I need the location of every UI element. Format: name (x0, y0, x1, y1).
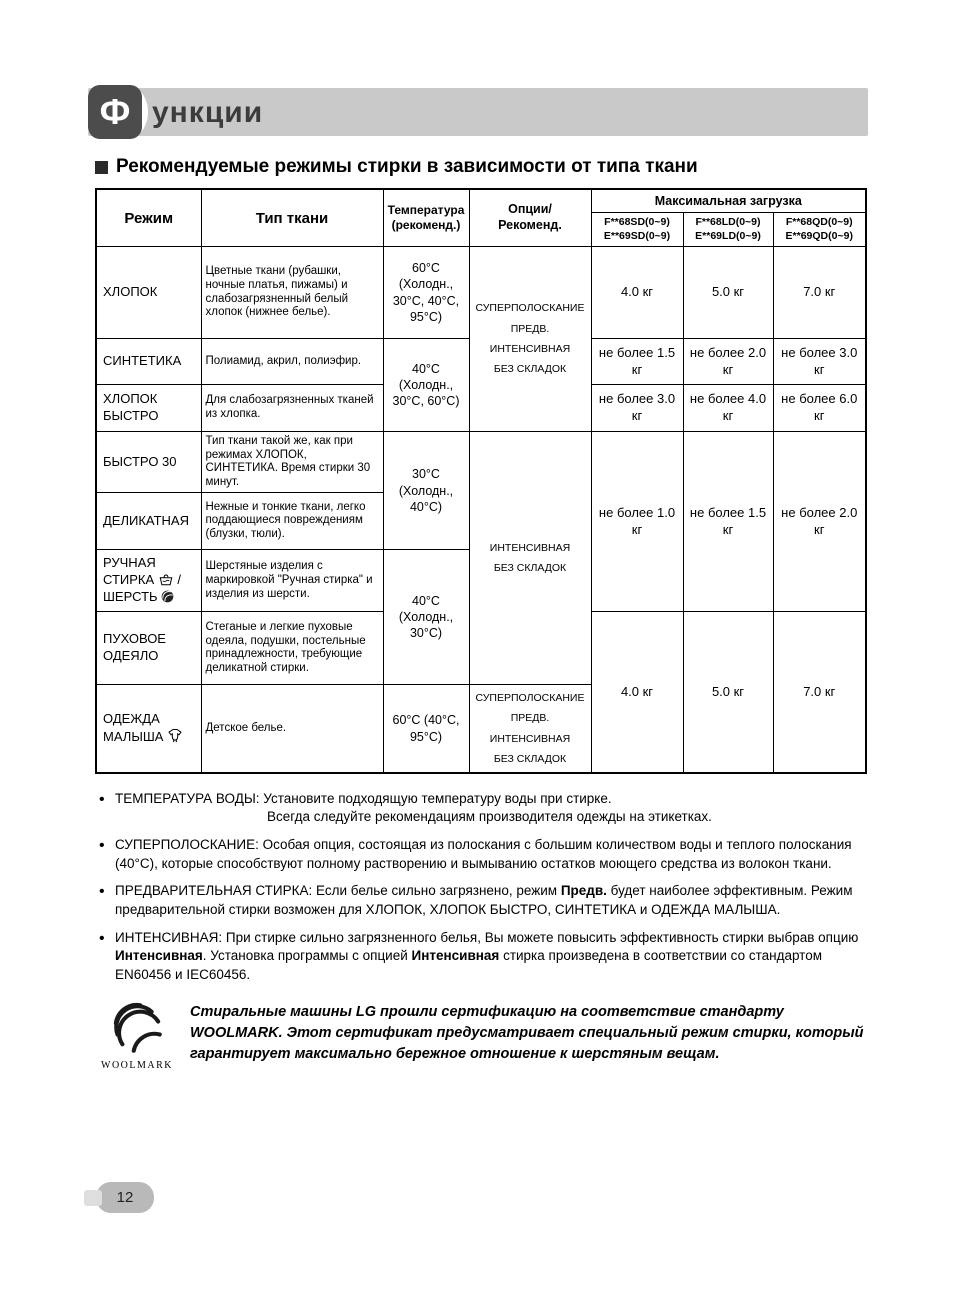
cell-fabric-cotton-quick: Для слабозагрязненных тканей из хлопка. (201, 385, 383, 432)
cell-mode-cotton: ХЛОПОК (96, 247, 201, 339)
option-intensive: ИНТЕНСИВНАЯ (489, 541, 571, 554)
model-ld-line1: F**68LD(0~9) (695, 216, 761, 229)
mode-label-baby: ОДЕЖДА МАЛЫША (103, 711, 164, 744)
mode-label-wool: ШЕРСТЬ (103, 589, 158, 605)
cell-mode-duvet: ПУХОВОЕ ОДЕЯЛО (96, 612, 201, 685)
col-header-options-line1: Опции/ (508, 202, 552, 217)
col-header-temp (383, 189, 469, 247)
cell-load-mid-qd: не более 2.0 кг (773, 432, 866, 612)
cell-fabric-cotton: Цветные ткани (рубашки, ночные платья, пижамы) и слабозагрязненный белый хлопок (нижнее белье). (201, 247, 383, 339)
note-intensive-part1: ИНТЕНСИВНАЯ: При стирке сильно загрязненного белья, Вы можете повысить эффективность стирки выбрав опцию (115, 929, 859, 945)
page-title: ункции (152, 96, 264, 129)
section-title-text: Рекомендуемые режимы стирки в зависимости от типа ткани (116, 156, 698, 177)
note-prewash-part2: будет наиболее эффективным. Режим предварительной стирки возможен для ХЛОПОК, ХЛОПОК БЫСТРО, СИНТЕТИКА и ОДЕЖДА МАЛЫША. (115, 883, 853, 917)
cell-temp-cotton: 60°C (Холодн., 30°C, 40°C, 95°C) (383, 247, 469, 339)
woolmark-text: Стиральные машины LG прошли сертификацию на соответствие стандарту WOOLMARK. Этот сертификат предусматривает специальный режим стирки, который гарантирует максимально бережное отношение к шерстяным вещам. (190, 1004, 864, 1063)
cell-load-bottom-sd: 4.0 кг (591, 612, 683, 773)
model-qd-line1: F**68QD(0~9) (785, 216, 853, 229)
option-no-creases: БЕЗ СКЛАДОК (493, 752, 567, 765)
cell-load-mid-ld: не более 1.5 кг (683, 432, 773, 612)
function-badge-letter: Ф (99, 91, 131, 132)
section-title (95, 156, 955, 178)
notes-section (97, 790, 865, 985)
page-number-text: 12 (116, 1189, 134, 1206)
woolmark-caption: WOOLMARK (101, 1060, 173, 1072)
function-badge (88, 85, 142, 139)
note-intensive-bold2: Интенсивная (411, 948, 500, 964)
cell-mode-baby (96, 685, 201, 773)
model-sd-line2: E**69SD(0~9) (603, 229, 671, 242)
cell-mode-delicate: ДЕЛИКАТНАЯ (96, 493, 201, 550)
model-ld-line2: E**69LD(0~9) (695, 229, 761, 242)
cell-temp-baby: 60°C (40°C, 95°C) (383, 685, 469, 773)
cell-temp-handwash-duvet: 40°C (Холодн., 30°C) (383, 550, 469, 685)
note-prewash-bold: Предв. (560, 883, 607, 899)
cell-fabric-synthetic: Полиамид, акрил, полиэфир. (201, 339, 383, 385)
option-no-creases: БЕЗ СКЛАДОК (493, 363, 567, 376)
section-marker-icon (95, 161, 108, 174)
cell-mode-cotton-quick: ХЛОПОК БЫСТРО (96, 385, 201, 432)
cell-temp-quick30-delicate: 30°C (Холодн., 40°C) (383, 432, 469, 550)
cell-options-mid (469, 432, 591, 685)
cell-fabric-duvet: Стеганые и легкие пуховые одеяла, подушки, постельные принадлежности, требующие деликатной стирки. (201, 612, 383, 685)
col-header-max-load: Максимальная загрузка (591, 189, 866, 213)
note-intensive-bold1: Интенсивная (115, 948, 203, 964)
option-super-rinse: СУПЕРПОЛОСКАНИЕ (475, 302, 585, 315)
option-no-creases: БЕЗ СКЛАДОК (493, 562, 567, 575)
table-row-cotton (96, 247, 866, 339)
wash-modes-table (95, 188, 867, 774)
page-number-badge (96, 1182, 154, 1213)
cell-load-cotton-quick-qd: не более 6.0 кг (773, 385, 866, 432)
option-super-rinse: СУПЕРПОЛОСКАНИЕ (475, 691, 585, 704)
note-intensive (97, 929, 865, 985)
cell-mode-synthetic: СИНТЕТИКА (96, 339, 201, 385)
cell-load-synthetic-sd: не более 1.5 кг (591, 339, 683, 385)
cell-options-baby (469, 685, 591, 773)
cell-fabric-quick30: Тип ткани такой же, как при режимах ХЛОПОК, СИНТЕТИКА. Время стирки 30 минут. (201, 432, 383, 493)
col-header-model-qd (773, 213, 866, 247)
cell-temp-synthetic-cottonquick: 40°C (Холодн., 30°C, 60°C) (383, 339, 469, 432)
cell-load-synthetic-qd: не более 3.0 кг (773, 339, 866, 385)
cell-load-bottom-ld: 5.0 кг (683, 612, 773, 773)
cell-fabric-baby: Детское белье. (201, 685, 383, 773)
option-intensive: ИНТЕНСИВНАЯ (489, 732, 571, 745)
note-prewash (97, 882, 865, 919)
cell-load-mid-sd: не более 1.0 кг (591, 432, 683, 612)
model-qd-line2: E**69QD(0~9) (785, 229, 853, 242)
model-sd-line1: F**68SD(0~9) (604, 216, 670, 229)
option-prewash: ПРЕДВ. (510, 712, 550, 725)
col-header-fabric: Тип ткани (201, 189, 383, 247)
cell-load-bottom-qd: 7.0 кг (773, 612, 866, 773)
note-water-temperature-line2: Всегда следуйте рекомендациям производителя одежды на этикетках. (267, 809, 712, 825)
cell-load-cotton-quick-ld: не более 4.0 кг (683, 385, 773, 432)
note-intensive-part2: . Установка программы с опцией (202, 948, 412, 964)
note-intensive-part3: стирка произведена в соответствии со стандартом EN60456 и IEC60456. (115, 948, 822, 982)
cell-fabric-handwash-wool: Шерстяные изделия с маркировкой "Ручная стирка" и изделия из шерсти. (201, 550, 383, 612)
col-header-temp-line1: Температура (387, 203, 465, 217)
cell-fabric-delicate: Нежные и тонкие ткани, легко поддающиеся повреждениям (блузки, тюли). (201, 493, 383, 550)
col-header-mode: Режим (96, 189, 201, 247)
wool-icon (161, 590, 174, 603)
woolmark-logo (100, 1002, 174, 1071)
cell-load-synthetic-ld: не более 2.0 кг (683, 339, 773, 385)
cell-load-cotton-sd: 4.0 кг (591, 247, 683, 339)
col-header-model-sd (591, 213, 683, 247)
baby-clothes-icon (167, 728, 183, 743)
note-water-temperature-line1: • ТЕМПЕРАТУРА ВОДЫ: Установите подходящую температуру воды при стирке. (115, 790, 612, 806)
note-prewash-part1: ПРЕДВАРИТЕЛЬНАЯ СТИРКА: Если белье сильно загрязнено, режим (115, 883, 561, 899)
handwash-icon (158, 572, 174, 586)
cell-options-top (469, 247, 591, 432)
note-super-rinse-text: СУПЕРПОЛОСКАНИЕ: Особая опция, состоящая из полоскания с большим количеством воды и теплого полоскания (40°C), которые способствуют полному растворению и вымыванию остатков моющего средства из волокон ткани. (115, 837, 852, 871)
cell-load-cotton-qd: 7.0 кг (773, 247, 866, 339)
mode-label-handwash: РУЧНАЯ СТИРКА (103, 555, 156, 588)
mode-label-separator: / (177, 572, 182, 588)
cell-mode-quick30: БЫСТРО 30 (96, 432, 201, 493)
col-header-model-ld (683, 213, 773, 247)
option-prewash: ПРЕДВ. (510, 322, 550, 335)
cell-load-cotton-quick-sd: не более 3.0 кг (591, 385, 683, 432)
note-water-temperature (97, 790, 865, 827)
table-row-quick30 (96, 432, 866, 493)
cell-mode-handwash-wool (96, 550, 201, 612)
col-header-options-line2: Рекоменд. (498, 218, 562, 232)
table-header-row-1 (96, 189, 866, 213)
option-intensive: ИНТЕНСИВНАЯ (489, 343, 571, 355)
woolmark-section (100, 1002, 865, 1071)
note-super-rinse (97, 836, 865, 873)
cell-load-cotton-ld: 5.0 кг (683, 247, 773, 339)
page-header (88, 88, 868, 136)
col-header-options (469, 189, 591, 247)
woolmark-swirl-icon (111, 1002, 163, 1054)
col-header-temp-line2: (рекоменд.) (391, 218, 461, 232)
